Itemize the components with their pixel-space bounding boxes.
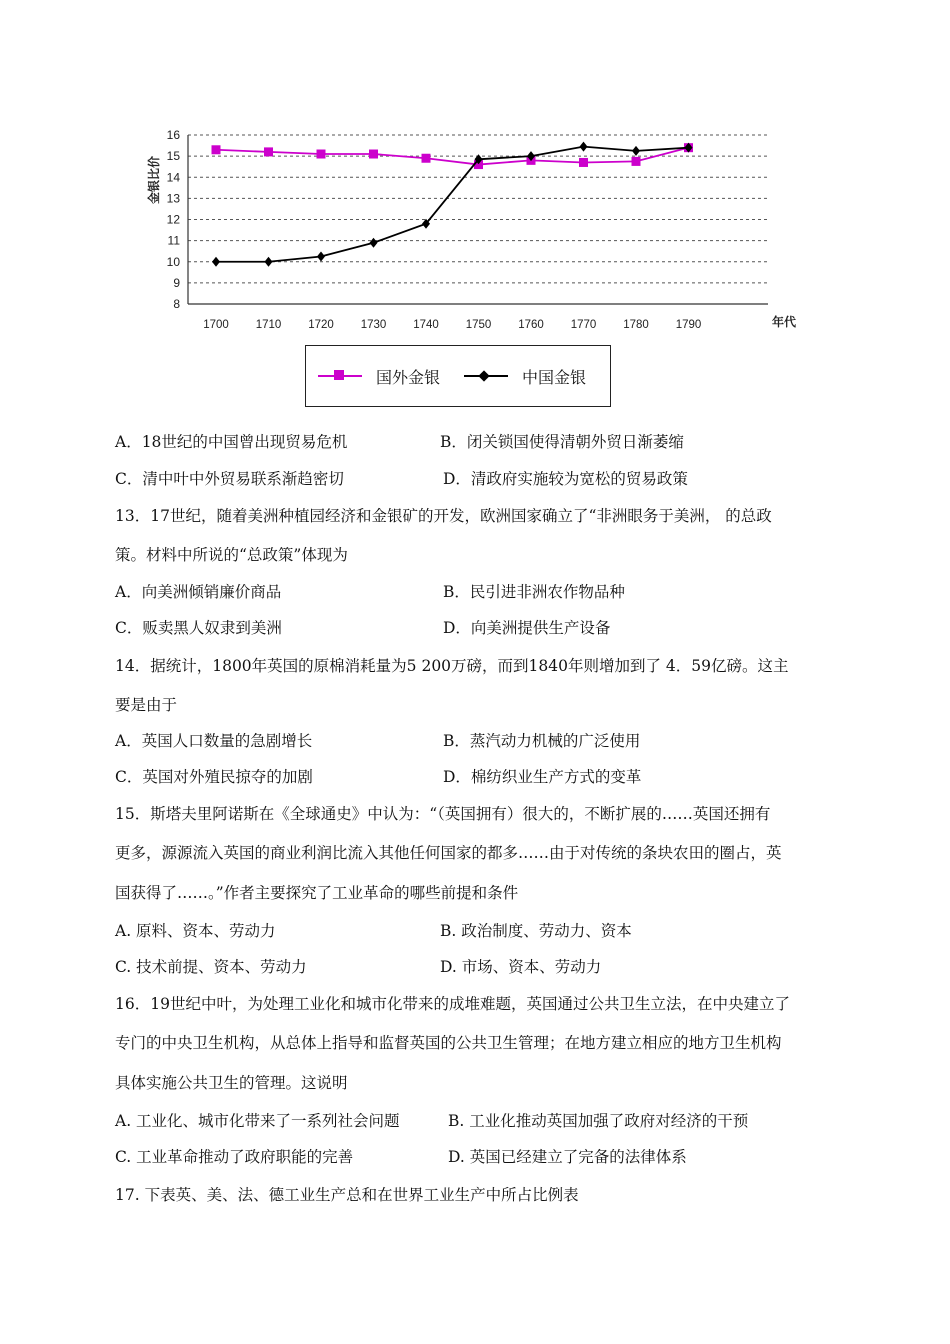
x-tick-label: 1700 bbox=[203, 319, 229, 331]
q16-option-b: B. 工业化推动英国加强了政府对经济的干预 bbox=[448, 1112, 749, 1130]
x-tick-label: 1790 bbox=[675, 319, 702, 331]
series-point-square bbox=[212, 145, 221, 154]
q15-option-c: C. 技术前提、资本、劳动力 bbox=[115, 958, 307, 976]
y-tick-label: 16 bbox=[166, 128, 180, 142]
q15-stem-line-3: 国获得了……。”作者主要探究了工业革命的哪些前提和条件 bbox=[115, 884, 519, 902]
x-tick-label: 1770 bbox=[570, 319, 597, 331]
x-tick-label: 1740 bbox=[413, 319, 439, 331]
y-tick-label: 10 bbox=[166, 254, 180, 269]
legend-label-china: 中国金银 bbox=[522, 367, 587, 387]
chart-legend bbox=[305, 345, 611, 407]
y-tick-label: 14 bbox=[166, 170, 180, 185]
series-point-diamond bbox=[317, 251, 325, 261]
q15-option-a: A. 原料、资本、劳动力 bbox=[115, 922, 276, 940]
x-tick-label: 1710 bbox=[255, 319, 282, 331]
q16-option-d: D. 英国已经建立了完备的法律体系 bbox=[448, 1148, 687, 1166]
series-point-square bbox=[632, 157, 641, 166]
gold-silver-ratio-chart bbox=[140, 120, 840, 420]
legend-line-foreign bbox=[318, 375, 362, 377]
q17-stem-line-1: 17. 下表英、美、法、德工业生产总和在世界工业生产中所占比例表 bbox=[115, 1186, 579, 1204]
q13-option-d: D．向美洲提供生产设备 bbox=[443, 619, 611, 637]
q12-option-c: C．清中叶中外贸易联系渐趋密切 bbox=[115, 470, 344, 488]
q16-option-a: A. 工业化、城市化带来了一系列社会问题 bbox=[115, 1112, 400, 1130]
x-tick-label: 1750 bbox=[465, 319, 492, 331]
q15-option-d: D. 市场、资本、劳动力 bbox=[440, 958, 602, 976]
q12-option-b: B．闭关锁国使得清朝外贸日渐萎缩 bbox=[440, 433, 684, 451]
series-line-1 bbox=[216, 147, 689, 262]
series-point-diamond bbox=[265, 257, 273, 267]
q15-stem-line-2: 更多，源源流入英国的商业利润比流入其他任何国家的都多……由于对传统的条块农田的圈占，英 bbox=[115, 844, 782, 862]
q16-stem-line-3: 具体实施公共卫生的管理。这说明 bbox=[115, 1074, 348, 1092]
legend-item-foreign bbox=[318, 346, 440, 406]
legend-label-foreign: 国外金银 bbox=[376, 367, 441, 387]
series-point-diamond bbox=[370, 238, 378, 248]
legend-item-china bbox=[464, 346, 586, 406]
q14-option-d: D．棉纺织业生产方式的变革 bbox=[443, 768, 642, 786]
x-tick-label: 1730 bbox=[360, 319, 387, 331]
q13-option-c: C．贩卖黑人奴隶到美洲 bbox=[115, 619, 282, 637]
y-tick-label: 11 bbox=[167, 233, 180, 248]
q16-option-c: C. 工业革命推动了政府职能的完善 bbox=[115, 1148, 354, 1166]
y-tick-label: 8 bbox=[173, 297, 180, 311]
q16-stem-line-1: 16．19世纪中叶，为处理工业化和城市化带来的成堆难题，英国通过公共卫生立法，在中央建立了 bbox=[115, 995, 790, 1013]
series-point-square bbox=[422, 154, 431, 163]
legend-line-china bbox=[464, 375, 508, 377]
x-tick-label: 1720 bbox=[308, 319, 334, 331]
x-tick-label: 1780 bbox=[623, 319, 649, 331]
y-tick-label: 13 bbox=[166, 191, 180, 206]
q14-option-c: C．英国对外殖民掠夺的加剧 bbox=[115, 768, 313, 786]
q14-stem-line-1: 14．据统计，1800年英国的原棉消耗量为5 200万磅，而到1840年则增加到了 4．59亿磅。这主 bbox=[115, 657, 789, 675]
y-tick-label: 12 bbox=[166, 212, 180, 227]
q13-stem-line-2: 策。材料中所说的“总政策”体现为 bbox=[115, 546, 348, 564]
series-point-diamond bbox=[580, 142, 588, 152]
q14-option-b: B．蒸汽动力机械的广泛使用 bbox=[443, 732, 641, 750]
series-point-square bbox=[317, 150, 326, 159]
q12-option-a: A．18世纪的中国曾出现贸易危机 bbox=[115, 433, 348, 451]
series-point-square bbox=[369, 150, 378, 159]
q15-stem-line-1: 15．斯塔夫里阿诺斯在《全球通史》中认为：“（英国拥有）很大的，不断扩展的……英国还拥有 bbox=[115, 805, 771, 823]
q12-option-d: D．清政府实施较为宽松的贸易政策 bbox=[443, 470, 688, 488]
q13-stem-line-1: 13．17世纪，随着美洲种植园经济和金银矿的开发，欧洲国家确立了“非洲眼务于美洲， 的总政 bbox=[115, 507, 772, 525]
q16-stem-line-2: 专门的中央卫生机构，从总体上指导和监督英国的公共卫生管理；在地方建立相应的地方卫生机构 bbox=[115, 1034, 782, 1052]
y-tick-label: 9 bbox=[173, 275, 180, 290]
q14-stem-line-2: 要是由于 bbox=[115, 696, 178, 714]
q13-option-b: B．民引进非洲农作物品种 bbox=[443, 583, 625, 601]
series-point-diamond bbox=[212, 257, 220, 267]
series-point-diamond bbox=[632, 146, 640, 156]
square-marker-icon bbox=[334, 370, 344, 380]
q14-option-a: A．英国人口数量的急剧增长 bbox=[115, 732, 313, 750]
x-axis-label: 年代 bbox=[772, 315, 797, 329]
y-axis-label: 金银比价 bbox=[147, 155, 161, 205]
x-tick-label: 1760 bbox=[518, 319, 544, 331]
q13-option-a: A．向美洲倾销廉价商品 bbox=[115, 583, 282, 601]
series-point-square bbox=[579, 158, 588, 167]
y-tick-label: 15 bbox=[166, 149, 180, 164]
diamond-marker-icon bbox=[478, 370, 489, 381]
series-point-square bbox=[264, 147, 273, 156]
q15-option-b: B. 政治制度、劳动力、资本 bbox=[440, 922, 632, 940]
